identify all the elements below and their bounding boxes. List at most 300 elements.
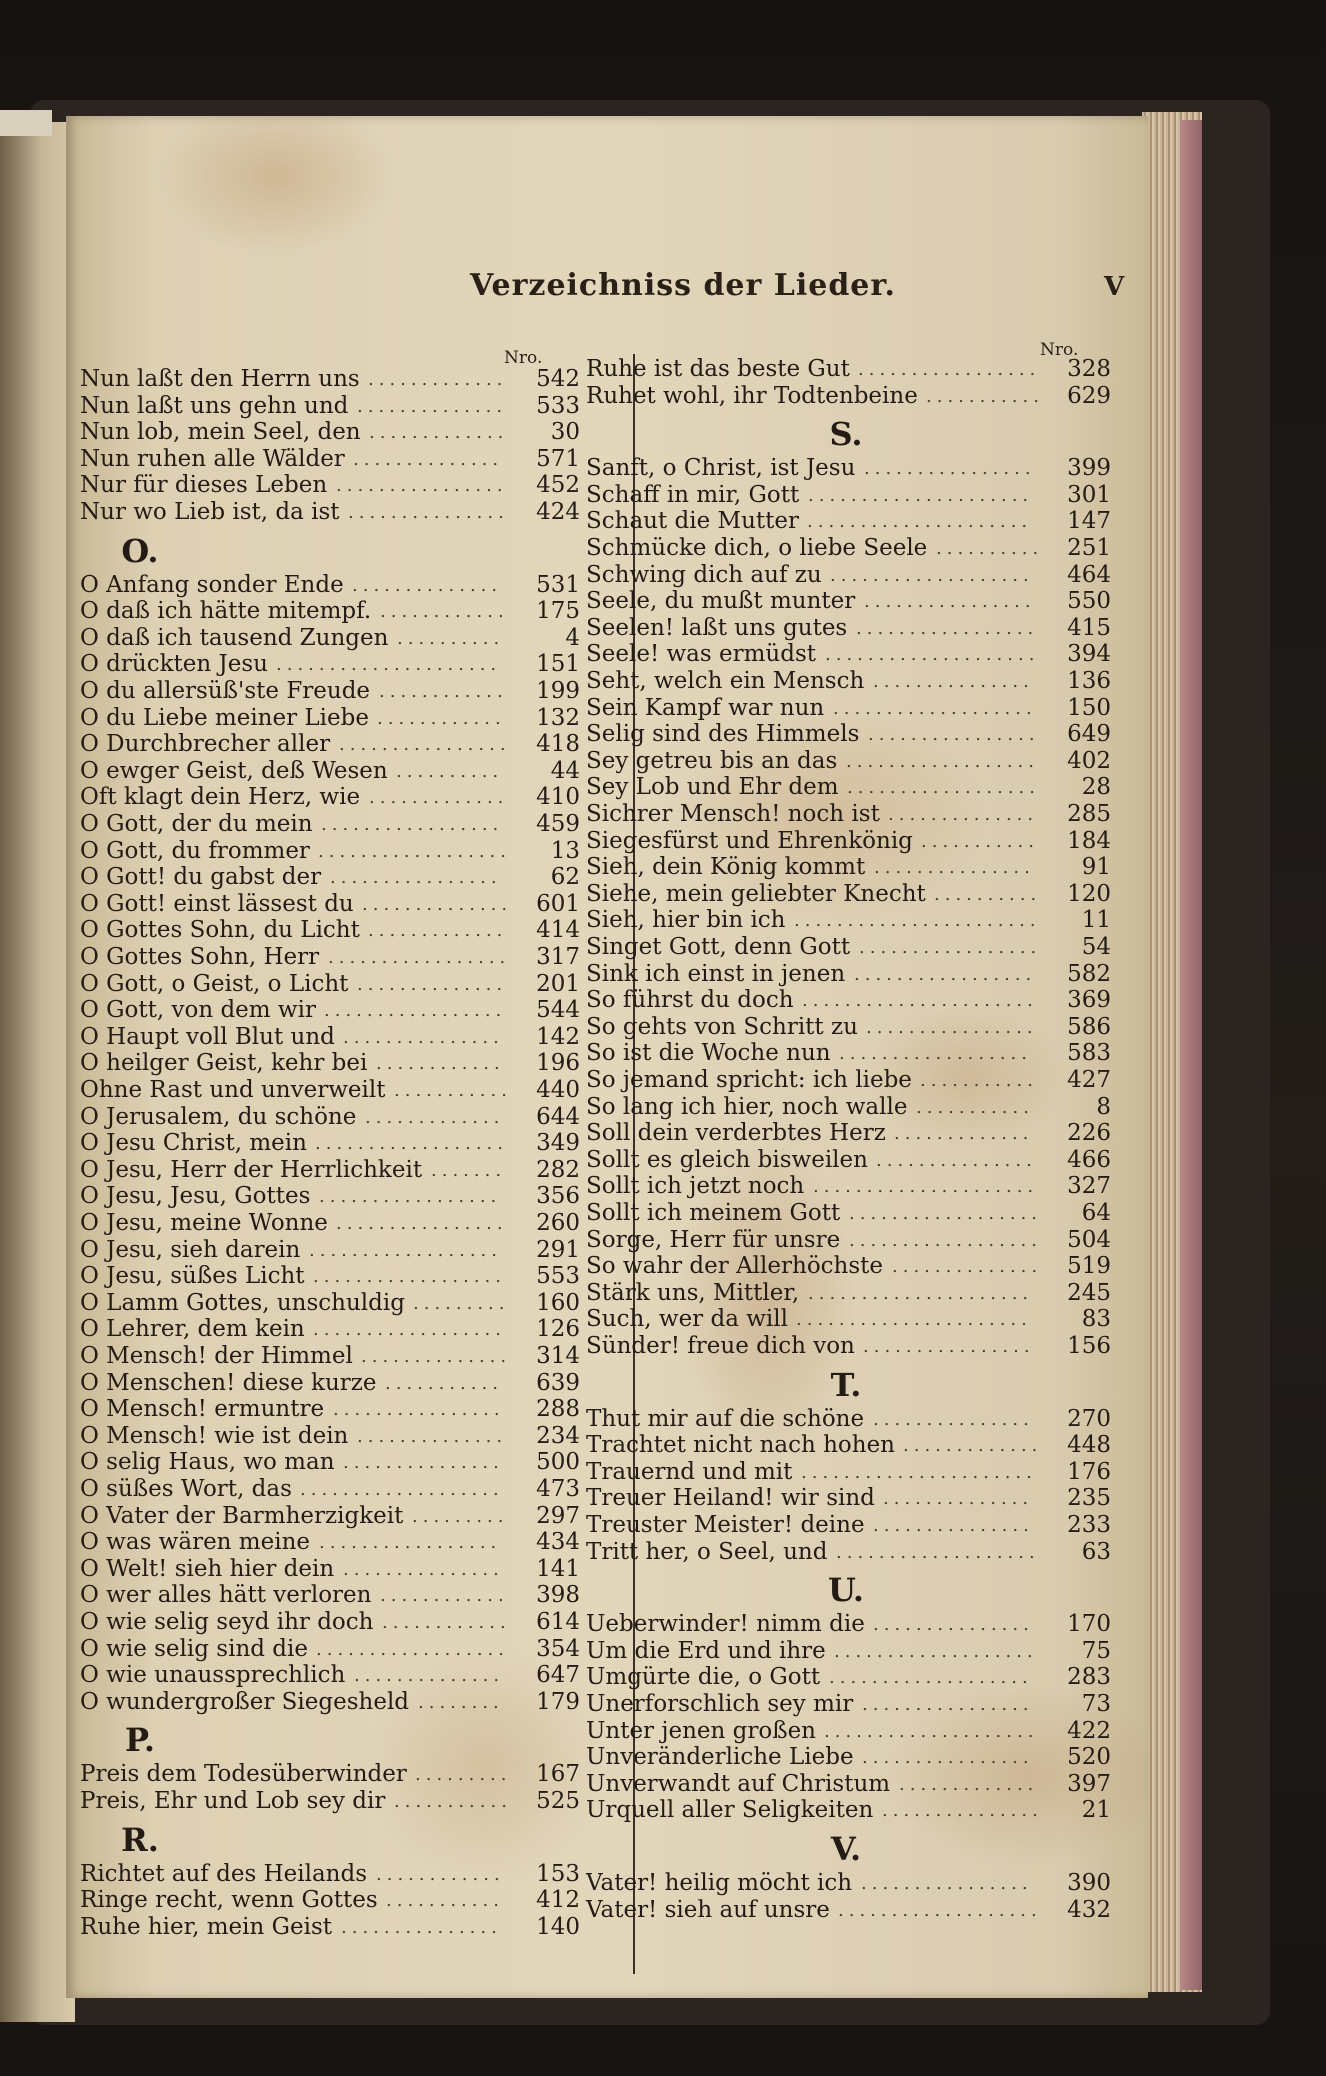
hymn-title: Sey getreu bis an das bbox=[586, 747, 838, 774]
index-entry bbox=[586, 1067, 1111, 1093]
index-entry bbox=[586, 1897, 1111, 1923]
leader-dots: ............... bbox=[873, 671, 1034, 692]
hymn-number: 175 bbox=[536, 598, 580, 625]
hymn-title: Unter jenen großen bbox=[586, 1717, 816, 1744]
hymn-number: 136 bbox=[1067, 668, 1111, 694]
hymn-number: 150 bbox=[1067, 694, 1111, 721]
section-letter-heading: U. bbox=[827, 1571, 865, 1610]
index-entry bbox=[80, 944, 580, 970]
hymn-title: Stärk uns, Mittler, bbox=[586, 1279, 800, 1306]
leader-dots: .................. bbox=[315, 1133, 508, 1155]
index-entry bbox=[586, 1014, 1111, 1040]
leader-dots: ............... bbox=[341, 1916, 502, 1938]
hymn-title: Nun laßt den Herrn uns bbox=[80, 366, 360, 392]
hymn-number: 30 bbox=[550, 419, 580, 446]
hymn-title: O Gott, der du mein bbox=[80, 811, 313, 837]
hymn-number: 553 bbox=[536, 1263, 580, 1290]
hymn-number: 283 bbox=[1067, 1664, 1111, 1691]
hymn-title: O Jesu, süßes Licht bbox=[80, 1263, 305, 1290]
index-entry bbox=[586, 1120, 1111, 1146]
leader-dots: ................ bbox=[862, 1694, 1034, 1715]
leader-dots: ............ bbox=[379, 681, 508, 702]
hymn-title: Unerforschlich sey mir bbox=[586, 1691, 854, 1717]
leader-dots: .............. bbox=[888, 804, 1039, 825]
leader-dots: .............. bbox=[362, 893, 513, 915]
hymn-number: 440 bbox=[536, 1077, 580, 1103]
leader-dots: .............. bbox=[892, 1256, 1043, 1278]
leader-dots: ....................... bbox=[794, 910, 1041, 932]
index-entry bbox=[586, 562, 1111, 588]
leader-dots: ............ bbox=[380, 1585, 509, 1607]
hymn-title: Sollt es gleich bisweilen bbox=[586, 1146, 868, 1173]
book-page bbox=[66, 116, 1148, 1998]
leader-dots: ..................... bbox=[808, 484, 1034, 506]
leader-dots: ........... bbox=[920, 1070, 1038, 1091]
hymn-number: 644 bbox=[536, 1103, 580, 1130]
hymn-title: O drückten Jesu bbox=[80, 651, 268, 678]
section-letter-heading: T. bbox=[830, 1365, 862, 1404]
hymn-title: Ringe recht, wenn Gottes bbox=[80, 1887, 378, 1914]
hymn-title: O Anfang sonder Ende bbox=[80, 571, 344, 598]
hymn-number: 54 bbox=[1081, 934, 1111, 960]
section-letter-heading: S. bbox=[829, 415, 863, 454]
leader-dots: ............... bbox=[873, 1408, 1034, 1430]
hymn-number: 464 bbox=[1067, 561, 1111, 588]
hymn-title: O Jesu Christ, mein bbox=[80, 1130, 307, 1157]
index-entry bbox=[80, 446, 580, 472]
index-entry bbox=[80, 1423, 580, 1449]
index-entry bbox=[80, 366, 580, 392]
hymn-title: Schaut die Mutter bbox=[586, 508, 799, 535]
leader-dots: .............. bbox=[354, 1665, 505, 1687]
hymn-number: 349 bbox=[536, 1130, 580, 1157]
leader-dots: ..................... bbox=[276, 654, 502, 676]
index-entry bbox=[80, 651, 580, 677]
hymn-number: 170 bbox=[1067, 1611, 1111, 1638]
hymn-number: 328 bbox=[1067, 356, 1111, 382]
hymn-title: O Jesu, sieh darein bbox=[80, 1236, 301, 1263]
index-entry bbox=[80, 1503, 580, 1529]
index-entry bbox=[586, 1333, 1111, 1359]
hymn-number: 291 bbox=[536, 1236, 580, 1263]
hymn-title: Soll dein verderbtes Herz bbox=[586, 1120, 886, 1147]
hymn-number: 199 bbox=[536, 678, 580, 704]
leader-dots: .............. bbox=[353, 448, 504, 470]
left-page-edge bbox=[0, 122, 75, 2022]
index-entry bbox=[80, 678, 580, 704]
hymn-number: 571 bbox=[536, 445, 580, 472]
hymn-title: Seht, welch ein Mensch bbox=[586, 668, 865, 694]
hymn-title: Schmücke dich, o liebe Seele bbox=[586, 535, 928, 561]
hymn-number: 226 bbox=[1067, 1120, 1111, 1147]
hymn-number: 649 bbox=[1067, 721, 1111, 748]
hymn-number: 519 bbox=[1067, 1253, 1111, 1280]
hymn-title: O du Liebe meiner Liebe bbox=[80, 704, 369, 731]
leader-dots: ....... bbox=[431, 1159, 507, 1181]
index-entry bbox=[586, 668, 1111, 694]
leader-dots: ..................... bbox=[807, 511, 1033, 533]
hymn-number: 327 bbox=[1067, 1173, 1111, 1200]
hymn-number: 4 bbox=[565, 624, 580, 651]
index-entry bbox=[586, 641, 1111, 667]
hymn-title: So wahr der Allerhöchste bbox=[586, 1253, 884, 1280]
leader-dots: ........ bbox=[418, 1691, 504, 1713]
leader-dots: ................ bbox=[861, 1873, 1033, 1894]
leader-dots: ............ bbox=[376, 1863, 505, 1885]
leader-dots: ............... bbox=[343, 1026, 504, 1048]
index-entry bbox=[80, 917, 580, 943]
hymn-number: 75 bbox=[1081, 1637, 1111, 1664]
index-entry bbox=[586, 721, 1111, 747]
hymn-title: Vater! sieh auf unsre bbox=[586, 1896, 830, 1923]
index-entry bbox=[80, 705, 580, 731]
hymn-number: 63 bbox=[1081, 1538, 1111, 1565]
hymn-title: Seelen! laßt uns gutes bbox=[586, 614, 848, 641]
hymn-title: Nun laßt uns gehn und bbox=[80, 392, 349, 419]
leader-dots: .............. bbox=[357, 1425, 508, 1447]
leader-dots: .......... bbox=[934, 883, 1042, 905]
leader-dots: .................. bbox=[316, 1638, 509, 1660]
index-entry bbox=[586, 828, 1111, 854]
hymn-number: 629 bbox=[1067, 382, 1111, 409]
page-title: Verzeichniss der Lieder. bbox=[470, 268, 896, 303]
leader-dots: ................... bbox=[833, 697, 1037, 719]
hymn-title: O du allersüß'ste Freude bbox=[80, 678, 371, 704]
index-entry bbox=[586, 774, 1111, 800]
leader-dots: ......... bbox=[415, 1764, 512, 1786]
leader-dots: ............ bbox=[380, 601, 509, 623]
leader-dots: ................. bbox=[324, 1000, 507, 1022]
leader-dots: .............. bbox=[357, 973, 508, 995]
leader-dots: ................. bbox=[328, 947, 511, 968]
hymn-number: 301 bbox=[1067, 481, 1111, 508]
right-nro-label: Nro. bbox=[1040, 340, 1079, 360]
hymn-title: O ewger Geist, deß Wesen bbox=[80, 757, 388, 784]
hymn-number: 422 bbox=[1067, 1717, 1111, 1744]
hymn-number: 179 bbox=[536, 1688, 580, 1715]
hymn-number: 64 bbox=[1081, 1200, 1111, 1226]
index-entry bbox=[586, 1406, 1111, 1432]
hymn-number: 432 bbox=[1067, 1896, 1111, 1923]
hymn-title: O daß ich tausend Zungen bbox=[80, 624, 389, 651]
section-letter-heading: V. bbox=[830, 1830, 862, 1868]
hymn-number: 390 bbox=[1067, 1870, 1111, 1896]
leader-dots: ........... bbox=[385, 1372, 503, 1394]
hymn-title: O selig Haus, wo man bbox=[80, 1449, 335, 1476]
leader-dots: .................. bbox=[849, 1229, 1042, 1251]
hymn-title: Trauernd und mit bbox=[586, 1458, 793, 1485]
hymn-title: O Gott, o Geist, o Licht bbox=[80, 970, 349, 997]
hymn-title: O Gottes Sohn, du Licht bbox=[80, 917, 360, 944]
hymn-title: Sieh, hier bin ich bbox=[586, 907, 786, 934]
leader-dots: ......... bbox=[412, 1505, 509, 1527]
hymn-number: 83 bbox=[1081, 1306, 1111, 1333]
hymn-title: So jemand spricht: ich liebe bbox=[586, 1067, 912, 1093]
index-entry bbox=[80, 1662, 580, 1688]
hymn-number: 142 bbox=[536, 1023, 580, 1050]
hymn-number: 141 bbox=[536, 1555, 580, 1582]
index-entry bbox=[586, 1173, 1111, 1199]
leader-dots: ............ bbox=[382, 1612, 511, 1633]
index-entry bbox=[586, 383, 1111, 409]
hymn-title: Sünder! freue dich von bbox=[586, 1333, 855, 1359]
hymn-number: 62 bbox=[550, 864, 580, 891]
hymn-number: 601 bbox=[536, 890, 580, 917]
leader-dots: .............. bbox=[361, 1346, 512, 1367]
hymn-number: 13 bbox=[550, 837, 580, 864]
hymn-number: 399 bbox=[1067, 455, 1111, 482]
index-entry bbox=[80, 1861, 580, 1887]
hymn-number: 647 bbox=[536, 1662, 580, 1689]
hymn-title: Siehe, mein geliebter Knecht bbox=[586, 880, 926, 907]
hymn-title: Seele, du mußt munter bbox=[586, 588, 856, 615]
index-entry bbox=[80, 393, 580, 419]
leader-dots: ................ bbox=[864, 458, 1036, 480]
index-entry bbox=[80, 1077, 580, 1103]
hymn-title: Trachtet nicht nach hohen bbox=[586, 1432, 895, 1459]
index-entry bbox=[80, 1050, 580, 1076]
hymn-number: 542 bbox=[536, 366, 580, 392]
hymn-number: 415 bbox=[1067, 614, 1111, 641]
leader-dots: .................. bbox=[313, 1266, 506, 1288]
hymn-title: Singet Gott, denn Gott bbox=[586, 934, 851, 960]
hymn-title: O wie selig sind die bbox=[80, 1635, 308, 1662]
hymn-title: So ist die Woche nun bbox=[586, 1040, 831, 1067]
index-entry bbox=[586, 695, 1111, 721]
leader-dots: ................ bbox=[336, 1213, 508, 1234]
index-entry bbox=[586, 1638, 1111, 1664]
hymn-number: 418 bbox=[536, 731, 580, 758]
hymn-number: 314 bbox=[536, 1343, 580, 1369]
hymn-title: O Mensch! wie ist dein bbox=[80, 1422, 349, 1449]
index-entry bbox=[586, 356, 1111, 382]
index-entry bbox=[80, 1130, 580, 1156]
leader-dots: .................. bbox=[309, 1239, 502, 1261]
leader-dots: ............. bbox=[365, 1106, 505, 1128]
hymn-title: O wundergroßer Siegesheld bbox=[80, 1688, 410, 1715]
leader-dots: ............... bbox=[348, 502, 509, 523]
hymn-number: 126 bbox=[536, 1316, 580, 1343]
leader-dots: ............... bbox=[876, 1149, 1037, 1171]
leader-dots: ................... bbox=[836, 1541, 1040, 1563]
index-entry bbox=[80, 1582, 580, 1608]
hymn-number: 356 bbox=[536, 1183, 580, 1210]
hymn-number: 147 bbox=[1067, 508, 1111, 535]
index-entry bbox=[586, 1094, 1111, 1120]
index-entry bbox=[586, 1280, 1111, 1306]
index-entry bbox=[80, 1529, 580, 1555]
leader-dots: ............. bbox=[368, 369, 508, 390]
hymn-title: O was wären meine bbox=[80, 1529, 311, 1556]
index-entry bbox=[80, 971, 580, 997]
leader-dots: ............... bbox=[343, 1452, 504, 1474]
hymn-number: 583 bbox=[1067, 1040, 1111, 1067]
hymn-title: Urquell aller Seligkeiten bbox=[586, 1797, 874, 1824]
index-entry bbox=[80, 864, 580, 890]
index-entry bbox=[80, 1689, 580, 1715]
hymn-title: So führst du doch bbox=[586, 987, 794, 1014]
leader-dots: ................. bbox=[321, 814, 504, 835]
leader-dots: ............ bbox=[376, 1053, 505, 1075]
index-entry bbox=[80, 838, 580, 864]
hymn-title: O Mensch! ermuntre bbox=[80, 1396, 325, 1423]
hymn-number: 251 bbox=[1067, 535, 1111, 561]
index-entry bbox=[586, 615, 1111, 641]
leader-dots: ..................... bbox=[813, 1176, 1039, 1198]
index-entry bbox=[586, 1432, 1111, 1458]
hymn-number: 160 bbox=[536, 1289, 580, 1316]
index-entry bbox=[80, 1290, 580, 1316]
hymn-number: 394 bbox=[1067, 641, 1111, 668]
hymn-number: 234 bbox=[536, 1422, 580, 1449]
hymn-title: Siegesfürst und Ehrenkönig bbox=[586, 827, 913, 854]
index-entry bbox=[586, 1227, 1111, 1253]
index-entry bbox=[586, 1611, 1111, 1637]
index-entry bbox=[80, 1609, 580, 1635]
hymn-number: 153 bbox=[536, 1860, 580, 1887]
left-nro-label: Nro. bbox=[504, 348, 543, 368]
hymn-number: 466 bbox=[1067, 1146, 1111, 1173]
hymn-number: 28 bbox=[1081, 774, 1111, 801]
hymn-title: O Jesu, Jesu, Gottes bbox=[80, 1183, 311, 1210]
hymn-number: 533 bbox=[536, 392, 580, 419]
leader-dots: ................. bbox=[859, 937, 1042, 958]
hymn-title: Nun lob, mein Seel, den bbox=[80, 419, 361, 446]
leader-dots: ................... bbox=[834, 1640, 1038, 1662]
leader-dots: ................. bbox=[856, 617, 1039, 639]
leader-dots: ...................... bbox=[796, 1309, 1032, 1331]
index-entry bbox=[586, 1718, 1111, 1744]
hymn-title: O Gottes Sohn, Herr bbox=[80, 944, 320, 970]
hymn-number: 550 bbox=[1067, 588, 1111, 615]
leader-dots: ...................... bbox=[801, 1461, 1037, 1483]
leader-dots: ................ bbox=[868, 724, 1040, 746]
index-entry bbox=[80, 891, 580, 917]
hymn-title: Treuster Meister! deine bbox=[586, 1512, 865, 1538]
leader-dots: ........... bbox=[394, 1080, 512, 1101]
index-entry bbox=[586, 535, 1111, 561]
index-entry bbox=[586, 1744, 1111, 1770]
index-entry bbox=[586, 1512, 1111, 1538]
hymn-title: O Vater der Barmherzigkeit bbox=[80, 1502, 404, 1529]
leader-dots: ............... bbox=[873, 1515, 1034, 1536]
leader-dots: .......... bbox=[397, 627, 505, 649]
hymn-title: Nun ruhen alle Wälder bbox=[80, 445, 345, 472]
hymn-number: 639 bbox=[536, 1369, 580, 1396]
leader-dots: ................ bbox=[862, 1747, 1034, 1769]
hymn-number: 369 bbox=[1067, 987, 1111, 1014]
leader-dots: ........... bbox=[926, 385, 1044, 407]
hymn-title: O wie unaussprechlich bbox=[80, 1662, 346, 1689]
hymn-number: 184 bbox=[1067, 827, 1111, 854]
index-entry bbox=[80, 1636, 580, 1662]
hymn-number: 531 bbox=[536, 571, 580, 598]
hymn-title: Unverwandt auf Christum bbox=[586, 1770, 891, 1797]
hymn-number: 201 bbox=[536, 970, 580, 997]
index-entry bbox=[80, 758, 580, 784]
hymn-number: 525 bbox=[536, 1788, 580, 1814]
index-entry bbox=[80, 1887, 580, 1913]
hymn-title: Sein Kampf war nun bbox=[586, 694, 825, 721]
leader-dots: ................. bbox=[858, 359, 1041, 380]
hymn-title: Unveränderliche Liebe bbox=[586, 1744, 854, 1771]
index-entry bbox=[80, 1210, 580, 1236]
index-entry bbox=[80, 1761, 580, 1787]
leader-dots: ........... bbox=[916, 1096, 1034, 1118]
hymn-title: Ohne Rast und unverweilt bbox=[80, 1077, 386, 1103]
index-entry bbox=[586, 854, 1111, 880]
hymn-number: 614 bbox=[536, 1609, 580, 1635]
index-entry bbox=[80, 472, 580, 498]
hymn-title: O daß ich hätte mitempf. bbox=[80, 598, 372, 625]
hymn-title: Sink ich einst in jenen bbox=[586, 960, 846, 987]
red-page-edge bbox=[1180, 120, 1202, 1990]
leader-dots: .................. bbox=[318, 840, 511, 862]
hymn-number: 402 bbox=[1067, 747, 1111, 774]
hymn-number: 132 bbox=[536, 704, 580, 731]
leader-dots: ................... bbox=[838, 1899, 1042, 1921]
index-entry bbox=[80, 1449, 580, 1475]
leader-dots: ........... bbox=[921, 830, 1039, 852]
bookmark-tab bbox=[0, 110, 52, 136]
index-entry bbox=[80, 625, 580, 651]
index-entry bbox=[80, 1370, 580, 1396]
section-letter-heading: O. bbox=[121, 531, 159, 570]
index-entry bbox=[80, 1914, 580, 1940]
leader-dots: ................ bbox=[336, 475, 508, 497]
hymn-title: Sey Lob und Ehr dem bbox=[586, 774, 839, 801]
leader-dots: .................. bbox=[313, 1319, 506, 1341]
hymn-number: 452 bbox=[536, 472, 580, 499]
index-entry bbox=[80, 1316, 580, 1342]
leader-dots: .................... bbox=[825, 644, 1040, 666]
hymn-number: 448 bbox=[1067, 1432, 1111, 1459]
leader-dots: ............... bbox=[873, 1614, 1034, 1636]
hymn-title: So lang ich hier, noch walle bbox=[586, 1093, 908, 1120]
hymn-title: O Lehrer, dem kein bbox=[80, 1316, 305, 1343]
hymn-title: O Menschen! diese kurze bbox=[80, 1369, 377, 1396]
index-entry bbox=[80, 1343, 580, 1369]
hymn-title: Tritt her, o Seel, und bbox=[586, 1538, 828, 1565]
hymn-number: 176 bbox=[1067, 1458, 1111, 1485]
hymn-title: O Gott, von dem wir bbox=[80, 997, 316, 1024]
hymn-number: 140 bbox=[536, 1913, 580, 1940]
index-entry bbox=[80, 1183, 580, 1209]
hymn-title: O Durchbrecher aller bbox=[80, 731, 331, 758]
hymn-title: O Lamm Gottes, unschuldig bbox=[80, 1289, 405, 1316]
index-entry bbox=[586, 907, 1111, 933]
index-entry bbox=[586, 1306, 1111, 1332]
index-entry bbox=[80, 1396, 580, 1422]
hymn-number: 544 bbox=[536, 997, 580, 1024]
hymn-number: 354 bbox=[536, 1635, 580, 1662]
leader-dots: ................. bbox=[854, 963, 1037, 985]
index-entry bbox=[80, 784, 580, 810]
hymn-number: 414 bbox=[536, 917, 580, 944]
hymn-title: Umgürte die, o Gott bbox=[586, 1664, 821, 1691]
hymn-number: 504 bbox=[1067, 1226, 1111, 1253]
index-entry bbox=[586, 455, 1111, 481]
leader-dots: .................. bbox=[839, 1043, 1032, 1065]
index-entry bbox=[80, 1476, 580, 1502]
index-entry bbox=[80, 1157, 580, 1183]
hymn-title: O Gott, du frommer bbox=[80, 837, 310, 864]
hymn-title: So gehts von Schritt zu bbox=[586, 1013, 858, 1040]
hymn-number: 44 bbox=[550, 757, 580, 784]
leader-dots: ........... bbox=[394, 1791, 512, 1812]
leader-dots: .................. bbox=[847, 777, 1040, 799]
index-entry bbox=[80, 1788, 580, 1814]
